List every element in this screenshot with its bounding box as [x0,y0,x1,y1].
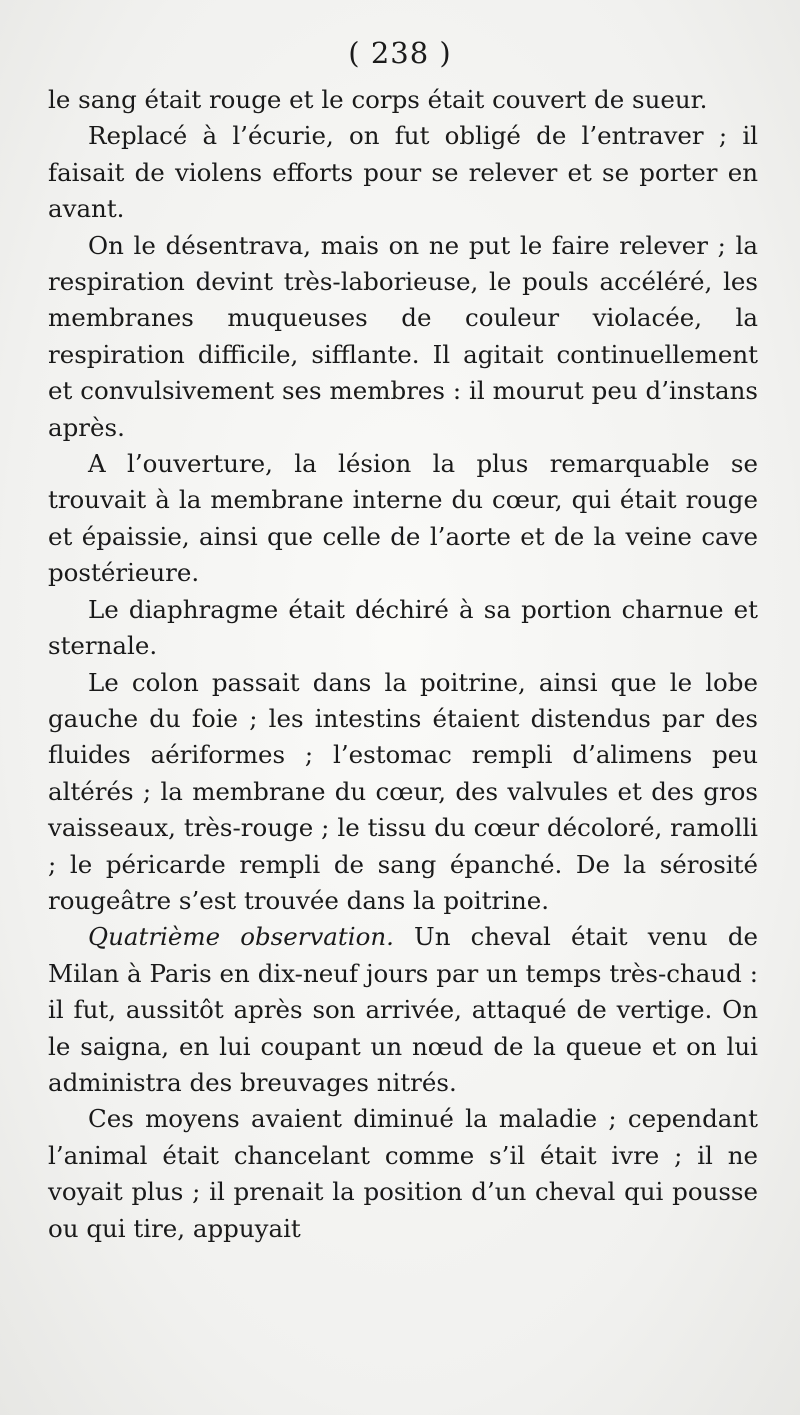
paragraph-continuation: le sang était rouge et le corps était couvert de sueur. [48,85,708,114]
paragraph-observation [48,919,758,1101]
page-number: ( 238 ) [348,36,452,70]
paragraph-colon: Le colon passait dans la poitrine, ainsi que le lobe gauche du foie ; les intestins étaient distendus par des fluides aériformes ; l’estomac rempli d’alimens peu altérés ; la membrane du cœur, des valvules et des gros vaisseaux, très-rouge ; le tissu du cœur décoloré, ramolli ; le péricarde rempli de sang épanché. De la sérosité rougeâtre s’est trouvée dans la poitrine. [48,667,758,915]
paragraph-stable: Replacé à l’écurie, on fut obligé de l’entraver ; il faisait de violens efforts pour se relever et se porter en avant. [48,121,758,224]
observation-text: Un cheval était venu de Milan à Paris en dix-neuf jours par un temps très-chaud : il fut, aussitôt après son arrivée, attaqué de vertige. On le saigna, en lui coupant un nœud de la queue et on lui administra des breuvages nitrés. [48,922,759,1097]
paragraph-last: Ces moyens avaient diminué la maladie ; cependant l’animal était chancelant comme s’il était ivre ; il ne voyait plus ; il prenait la position d’un cheval qui pousse ou qui tire, appuyait [48,1104,758,1243]
observation-title: Quatrième observation. [88,922,394,952]
paragraph-diaphragm: Le diaphragme était déchiré à sa portion charnue et sternale. [48,594,758,661]
paragraph-respiration: On le désentrava, mais on ne put le faire relever ; la respiration devint très-laborieuse, le pouls accéléré, les membranes muqueuses de couleur violacée, la respiration difficile, sifflante. Il agitait continuellement et convulsivement ses membres : il mourut peu d’instans après. [48,230,758,442]
page-body [48,82,758,1247]
paragraph-autopsy: A l’ouverture, la lésion la plus remarquable se trouvait à la membrane interne du cœur, qui était rouge et épaissie, ainsi que celle de l’aorte et de la veine cave postérieure. [48,449,758,588]
